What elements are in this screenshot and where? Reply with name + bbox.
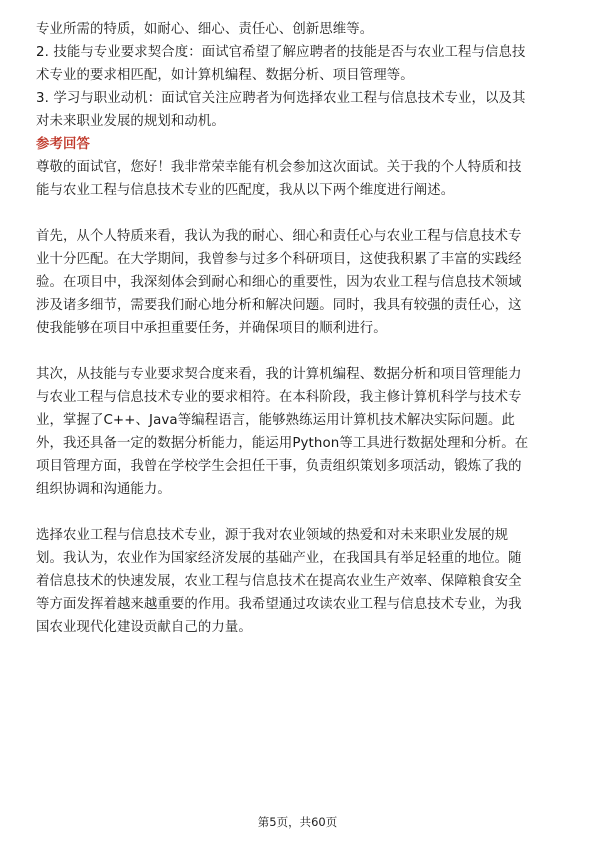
text-line: 能与农业工程与信息技术专业的匹配度，我从以下两个维度进行阐述。 <box>36 183 455 198</box>
page-number: 第5页，共60页 <box>257 815 338 829</box>
answer-paragraph-traits <box>36 225 560 340</box>
text-line: 选择农业工程与信息技术专业，源于我对农业领域的热爱和对未来职业发展的规 <box>36 528 509 543</box>
text-line: 外，我还具备一定的数据分析能力，能运用Python等工具进行数据处理和分析。在 <box>36 436 529 451</box>
text-line: 组织协调和沟通能力。 <box>36 482 171 497</box>
answer-paragraph-skills <box>36 363 560 501</box>
text-line: 对未来职业发展的规划和动机。 <box>36 114 225 129</box>
text-line: 着信息技术的快速发展，农业工程与信息技术在提高农业生产效率、保障粮食安全 <box>36 574 522 589</box>
text-line: 2. 技能与专业要求契合度：面试官希望了解应聘者的技能是否与农业工程与信息技 <box>36 45 526 60</box>
document-page <box>36 18 560 639</box>
answer-paragraph-intro <box>36 156 560 202</box>
answer-paragraph-motivation <box>36 524 560 639</box>
text-line: 业，掌握了C++、Java等编程语言，能够熟练运用计算机技术解决实际问题。此 <box>36 413 515 428</box>
paragraph-spacer <box>36 202 560 225</box>
text-line: 尊敬的面试官，您好！我非常荣幸能有机会参加这次面试。关于我的个人特质和技 <box>36 160 522 175</box>
question-points <box>36 18 560 133</box>
text-line: 等方面发挥着越来越重要的作用。我希望通过攻读农业工程与信息技术专业，为我 <box>36 597 522 612</box>
text-line: 业十分匹配。在大学期间，我曾参与过多个科研项目，这使我积累了丰富的实践经 <box>36 252 522 267</box>
answer-heading: 参考回答 <box>36 137 90 152</box>
text-line: 其次，从技能与专业要求契合度来看，我的计算机编程、数据分析和项目管理能力 <box>36 367 522 382</box>
text-line: 验。在项目中，我深刻体会到耐心和细心的重要性，因为农业工程与信息技术领域 <box>36 275 522 290</box>
text-line: 项目管理方面，我曾在学校学生会担任干事，负责组织策划多项活动，锻炼了我的 <box>36 459 522 474</box>
paragraph-spacer <box>36 340 560 363</box>
text-line: 首先，从个人特质来看，我认为我的耐心、细心和责任心与农业工程与信息技术专 <box>36 229 522 244</box>
paragraph-spacer <box>36 501 560 524</box>
text-line: 术专业的要求相匹配，如计算机编程、数据分析、项目管理等。 <box>36 68 414 83</box>
text-line: 3. 学习与职业动机：面试官关注应聘者为何选择农业工程与信息技术专业，以及其 <box>36 91 526 106</box>
text-line: 国农业现代化建设贡献自己的力量。 <box>36 620 252 635</box>
text-line: 专业所需的特质，如耐心、细心、责任心、创新思维等。 <box>36 22 374 37</box>
text-line: 涉及诸多细节，需要我们耐心地分析和解决问题。同时，我具有较强的责任心，这 <box>36 298 522 313</box>
text-line: 与农业工程与信息技术专业的要求相符。在本科阶段，我主修计算机科学与技术专 <box>36 390 522 405</box>
text-line: 使我能够在项目中承担重要任务，并确保项目的顺利进行。 <box>36 321 387 336</box>
text-line: 划。我认为，农业作为国家经济发展的基础产业，在我国具有举足轻重的地位。随 <box>36 551 522 566</box>
